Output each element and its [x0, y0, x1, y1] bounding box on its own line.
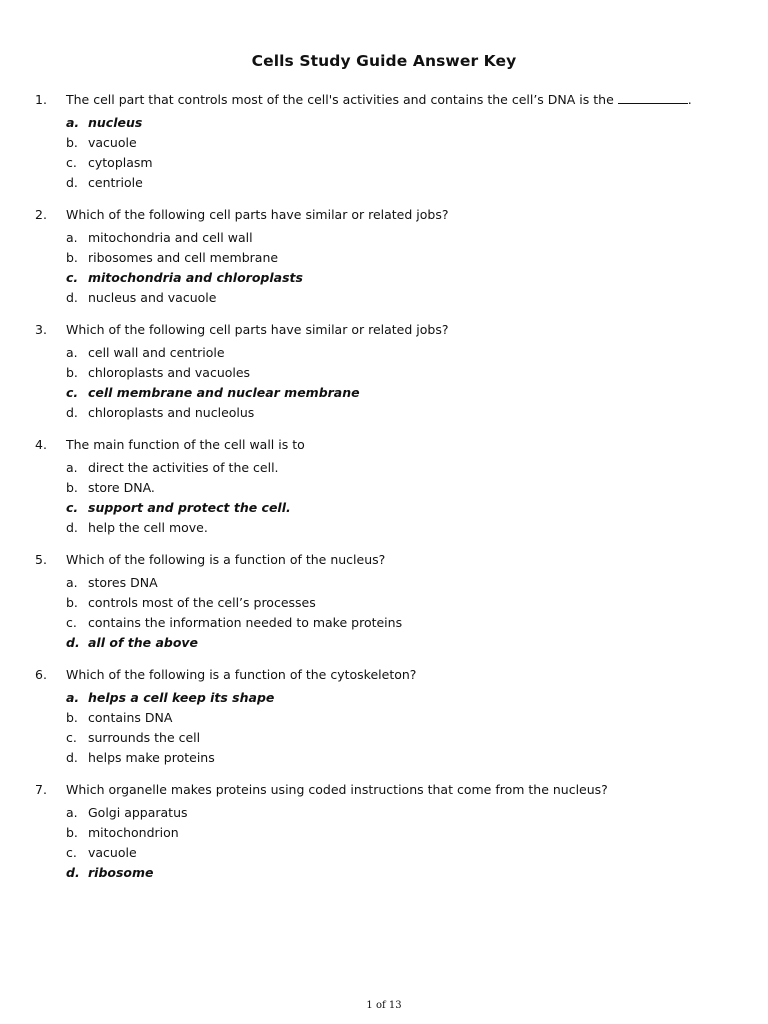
- question-text: Which of the following cell parts have similar or related jobs?: [66, 322, 449, 337]
- option-text: chloroplasts and nucleolus: [88, 405, 255, 420]
- option-letter: c.: [66, 615, 77, 630]
- option-letter: c.: [66, 155, 77, 170]
- option-text: chloroplasts and vacuoles: [88, 365, 251, 380]
- answer-option: [35, 228, 735, 248]
- option-letter: b.: [66, 710, 78, 725]
- option-letter: a.: [66, 690, 80, 705]
- option-list: [35, 803, 735, 883]
- option-text: mitochondria and cell wall: [88, 230, 253, 245]
- option-text: vacuole: [88, 135, 137, 150]
- correct-answer-option: [35, 688, 735, 708]
- option-letter: d.: [66, 635, 80, 650]
- question-text-wrap: [66, 205, 448, 225]
- blank-suffix: .: [687, 92, 692, 107]
- option-text: controls most of the cell’s processes: [88, 595, 316, 610]
- answer-option: [35, 173, 735, 193]
- answer-option: [35, 708, 735, 728]
- option-letter: c.: [66, 385, 79, 400]
- question-item: [35, 665, 735, 768]
- option-letter: d.: [66, 865, 80, 880]
- question-number: 4.: [35, 437, 47, 452]
- option-text: vacuole: [88, 845, 137, 860]
- question-item: [35, 90, 735, 193]
- option-letter: b.: [66, 135, 78, 150]
- page-title: Cells Study Guide Answer Key: [251, 52, 517, 70]
- answer-option: [35, 613, 735, 633]
- option-letter: d.: [66, 750, 78, 765]
- option-letter: a.: [66, 805, 78, 820]
- option-list: [35, 113, 735, 193]
- correct-answer-option: [35, 633, 735, 653]
- answer-option: [35, 728, 735, 748]
- option-text: mitochondria and chloroplasts: [88, 270, 303, 285]
- option-text: direct the activities of the cell.: [88, 460, 279, 475]
- question-item: [35, 550, 735, 653]
- question-text: Which of the following is a function of the cytoskeleton?: [66, 667, 417, 682]
- question-line: [35, 780, 735, 800]
- option-text: store DNA.: [88, 480, 155, 495]
- option-text: ribosomes and cell membrane: [88, 250, 279, 265]
- option-text: cytoplasm: [88, 155, 153, 170]
- option-list: [35, 573, 735, 653]
- answer-option: [35, 458, 735, 478]
- question-line: [35, 435, 735, 455]
- correct-answer-option: [35, 498, 735, 518]
- question-number: 6.: [35, 667, 47, 682]
- correct-answer-option: [35, 268, 735, 288]
- option-text: contains DNA: [88, 710, 173, 725]
- answer-option: [35, 478, 735, 498]
- option-letter: a.: [66, 575, 78, 590]
- option-list: [35, 228, 735, 308]
- answer-option: [35, 133, 735, 153]
- question-line: [35, 665, 735, 685]
- option-text: helps make proteins: [88, 750, 215, 765]
- question-list: [35, 90, 735, 895]
- question-text-wrap: [66, 90, 692, 110]
- option-list: [35, 688, 735, 768]
- answer-option: [35, 288, 735, 308]
- correct-answer-option: [35, 113, 735, 133]
- question-line: [35, 205, 735, 225]
- question-text-wrap: [66, 780, 608, 800]
- option-text: helps a cell keep its shape: [88, 690, 275, 705]
- answer-option: [35, 593, 735, 613]
- answer-option: [35, 343, 735, 363]
- option-letter: b.: [66, 365, 78, 380]
- option-text: nucleus: [88, 115, 143, 130]
- answer-option: [35, 403, 735, 423]
- question-text: Which of the following cell parts have similar or related jobs?: [66, 207, 449, 222]
- question-item: [35, 205, 735, 308]
- option-letter: b.: [66, 250, 78, 265]
- option-text: all of the above: [88, 635, 199, 650]
- option-text: Golgi apparatus: [88, 805, 188, 820]
- answer-option: [35, 573, 735, 593]
- option-text: nucleus and vacuole: [88, 290, 217, 305]
- answer-option: [35, 843, 735, 863]
- option-text: mitochondrion: [88, 825, 179, 840]
- question-text-wrap: [66, 435, 305, 455]
- question-number: 2.: [35, 207, 47, 222]
- option-text: cell wall and centriole: [88, 345, 225, 360]
- option-letter: c.: [66, 500, 79, 515]
- option-text: ribosome: [88, 865, 154, 880]
- option-letter: a.: [66, 115, 80, 130]
- option-letter: d.: [66, 520, 78, 535]
- page-number: 1 of 13: [366, 1000, 402, 1011]
- option-letter: d.: [66, 175, 78, 190]
- option-letter: d.: [66, 290, 78, 305]
- option-text: help the cell move.: [88, 520, 208, 535]
- question-line: [35, 550, 735, 570]
- question-text-wrap: [66, 320, 448, 340]
- option-text: contains the information needed to make proteins: [88, 615, 403, 630]
- option-letter: b.: [66, 595, 78, 610]
- correct-answer-option: [35, 383, 735, 403]
- question-text: The main function of the cell wall is to: [66, 437, 305, 452]
- option-letter: c.: [66, 730, 77, 745]
- option-text: centriole: [88, 175, 143, 190]
- question-line: [35, 90, 735, 110]
- question-text: Which organelle makes proteins using coded instructions that come from the nucleus?: [66, 782, 608, 797]
- correct-answer-option: [35, 863, 735, 883]
- answer-option: [35, 363, 735, 383]
- answer-blank: [618, 93, 688, 104]
- answer-option: [35, 803, 735, 823]
- option-letter: a.: [66, 345, 78, 360]
- option-letter: c.: [66, 845, 77, 860]
- option-text: support and protect the cell.: [88, 500, 291, 515]
- option-letter: b.: [66, 480, 78, 495]
- option-letter: c.: [66, 270, 79, 285]
- option-list: [35, 458, 735, 538]
- question-number: 3.: [35, 322, 47, 337]
- question-item: [35, 435, 735, 538]
- option-list: [35, 343, 735, 423]
- question-text: Which of the following is a function of the nucleus?: [66, 552, 386, 567]
- answer-option: [35, 823, 735, 843]
- option-letter: b.: [66, 825, 78, 840]
- option-letter: a.: [66, 460, 78, 475]
- question-number: 5.: [35, 552, 47, 567]
- question-text-wrap: [66, 665, 416, 685]
- answer-option: [35, 153, 735, 173]
- question-number: 1.: [35, 92, 47, 107]
- question-text-wrap: [66, 550, 385, 570]
- option-text: stores DNA: [88, 575, 158, 590]
- answer-option: [35, 248, 735, 268]
- question-text: The cell part that controls most of the cell's activities and contains the cell’s DNA is the: [66, 92, 614, 107]
- question-item: [35, 780, 735, 883]
- option-letter: d.: [66, 405, 78, 420]
- answer-option: [35, 748, 735, 768]
- question-number: 7.: [35, 782, 47, 797]
- question-item: [35, 320, 735, 423]
- option-text: cell membrane and nuclear membrane: [88, 385, 360, 400]
- question-line: [35, 320, 735, 340]
- option-text: surrounds the cell: [88, 730, 201, 745]
- option-letter: a.: [66, 230, 78, 245]
- answer-option: [35, 518, 735, 538]
